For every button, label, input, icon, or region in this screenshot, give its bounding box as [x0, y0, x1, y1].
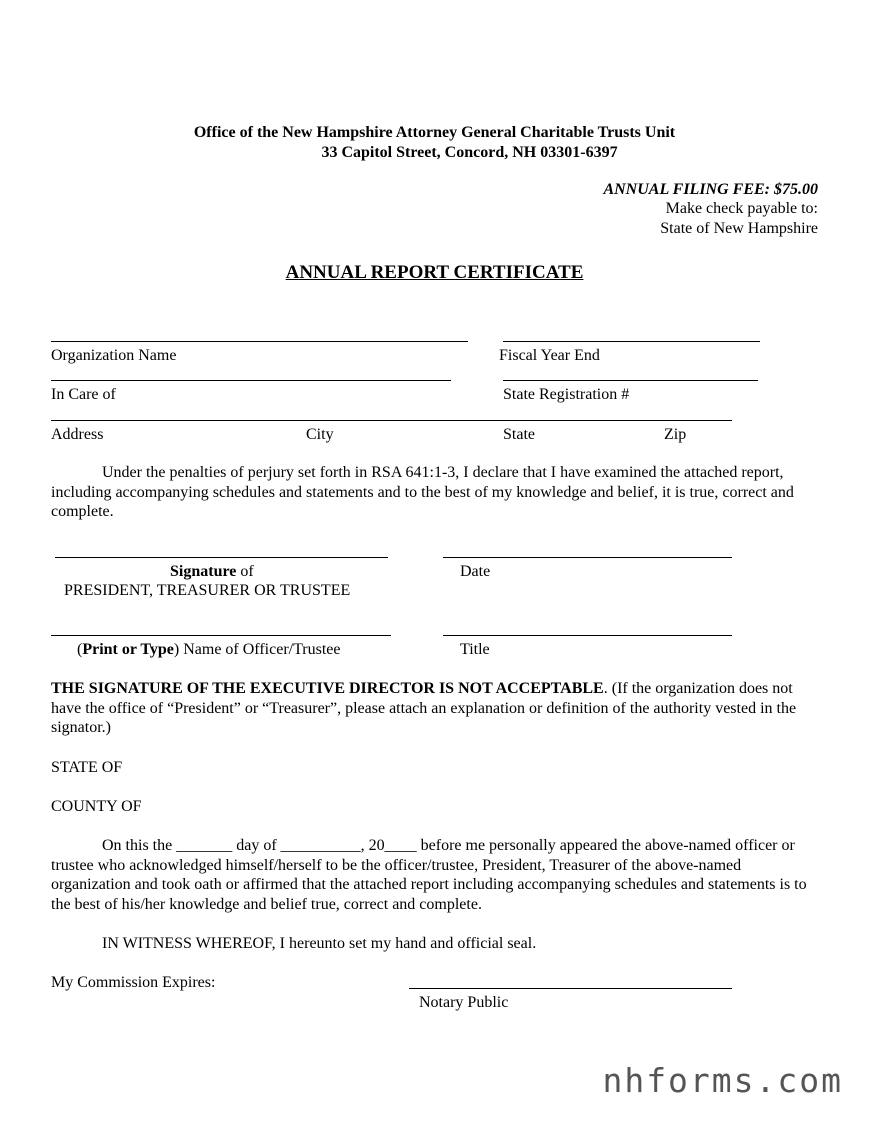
payable-instruction: Make check payable to:	[665, 200, 818, 217]
organization-name-line[interactable]	[51, 341, 468, 342]
office-heading: Office of the New Hampshire Attorney General Charitable Trusts Unit	[193, 124, 676, 141]
title-label: Title	[460, 641, 490, 658]
signature-label: Signature of	[170, 563, 254, 580]
notary-signature-line[interactable]	[409, 988, 732, 989]
state-registration-label: State Registration #	[503, 386, 630, 403]
organization-name-label: Organization Name	[51, 347, 177, 364]
date-line[interactable]	[443, 557, 732, 558]
signature-line[interactable]	[55, 557, 388, 558]
notary-acknowledgment-text: On this the _______ day of __________, 20____ before me personally appeared the above-named officer or trustee who acknowledged himself/herself to be the officer/trustee, President, Treasurer of the above-named organization and took oath or affirmed that the attached report including accompanying schedules and statements is to the best of his/her knowledge and belief true, correct and complete.	[51, 837, 807, 913]
state-of-label: STATE OF	[51, 759, 123, 776]
witness-statement: IN WITNESS WHEREOF, I hereunto set my hand and official seal.	[102, 935, 537, 952]
printed-name-line[interactable]	[51, 635, 391, 636]
notice-bold-text: THE SIGNATURE OF THE EXECUTIVE DIRECTOR IS NOT ACCEPTABLE	[51, 680, 604, 697]
in-care-of-label: In Care of	[51, 386, 116, 403]
state-label: State	[503, 426, 535, 443]
notary-acknowledgment	[51, 836, 821, 914]
annual-filing-fee: ANNUAL FILING FEE: $75.00	[603, 181, 818, 198]
county-of-label: COUNTY OF	[51, 798, 142, 815]
city-label: City	[306, 426, 334, 443]
address-label: Address	[51, 426, 104, 443]
signer-roles: PRESIDENT, TREASURER OR TRUSTEE	[64, 582, 351, 599]
page-title: ANNUAL REPORT CERTIFICATE	[285, 262, 584, 283]
notice-rest-text: . (If the organization does not have the office of “President” or “Treasurer”, please attach an explanation or definition of the authority vested in the signator.)	[51, 680, 797, 736]
fiscal-year-end-line[interactable]	[503, 341, 760, 342]
office-address: 33 Capitol Street, Concord, NH 03301-6397	[321, 144, 618, 161]
state-registration-line[interactable]	[503, 380, 758, 381]
watermark: nhforms.com	[602, 1061, 843, 1100]
in-care-of-line[interactable]	[51, 380, 451, 381]
perjury-declaration	[51, 463, 821, 522]
fiscal-year-end-label: Fiscal Year End	[499, 347, 600, 364]
printed-name-label: (Print or Type) Name of Officer/Trustee	[77, 641, 341, 658]
payee-name: State of New Hampshire	[660, 220, 818, 237]
address-line[interactable]	[51, 420, 732, 421]
zip-label: Zip	[664, 426, 687, 443]
date-label: Date	[460, 563, 491, 580]
notary-public-label: Notary Public	[419, 994, 509, 1011]
commission-expires-label: My Commission Expires:	[51, 974, 216, 991]
executive-director-notice	[51, 679, 821, 738]
perjury-declaration-text: Under the penalties of perjury set forth in RSA 641:1-3, I declare that I have examined the attached report, including accompanying schedules and statements and to the best of my knowledge and belief, it is true, correct and complete.	[51, 464, 794, 520]
title-line[interactable]	[443, 635, 732, 636]
